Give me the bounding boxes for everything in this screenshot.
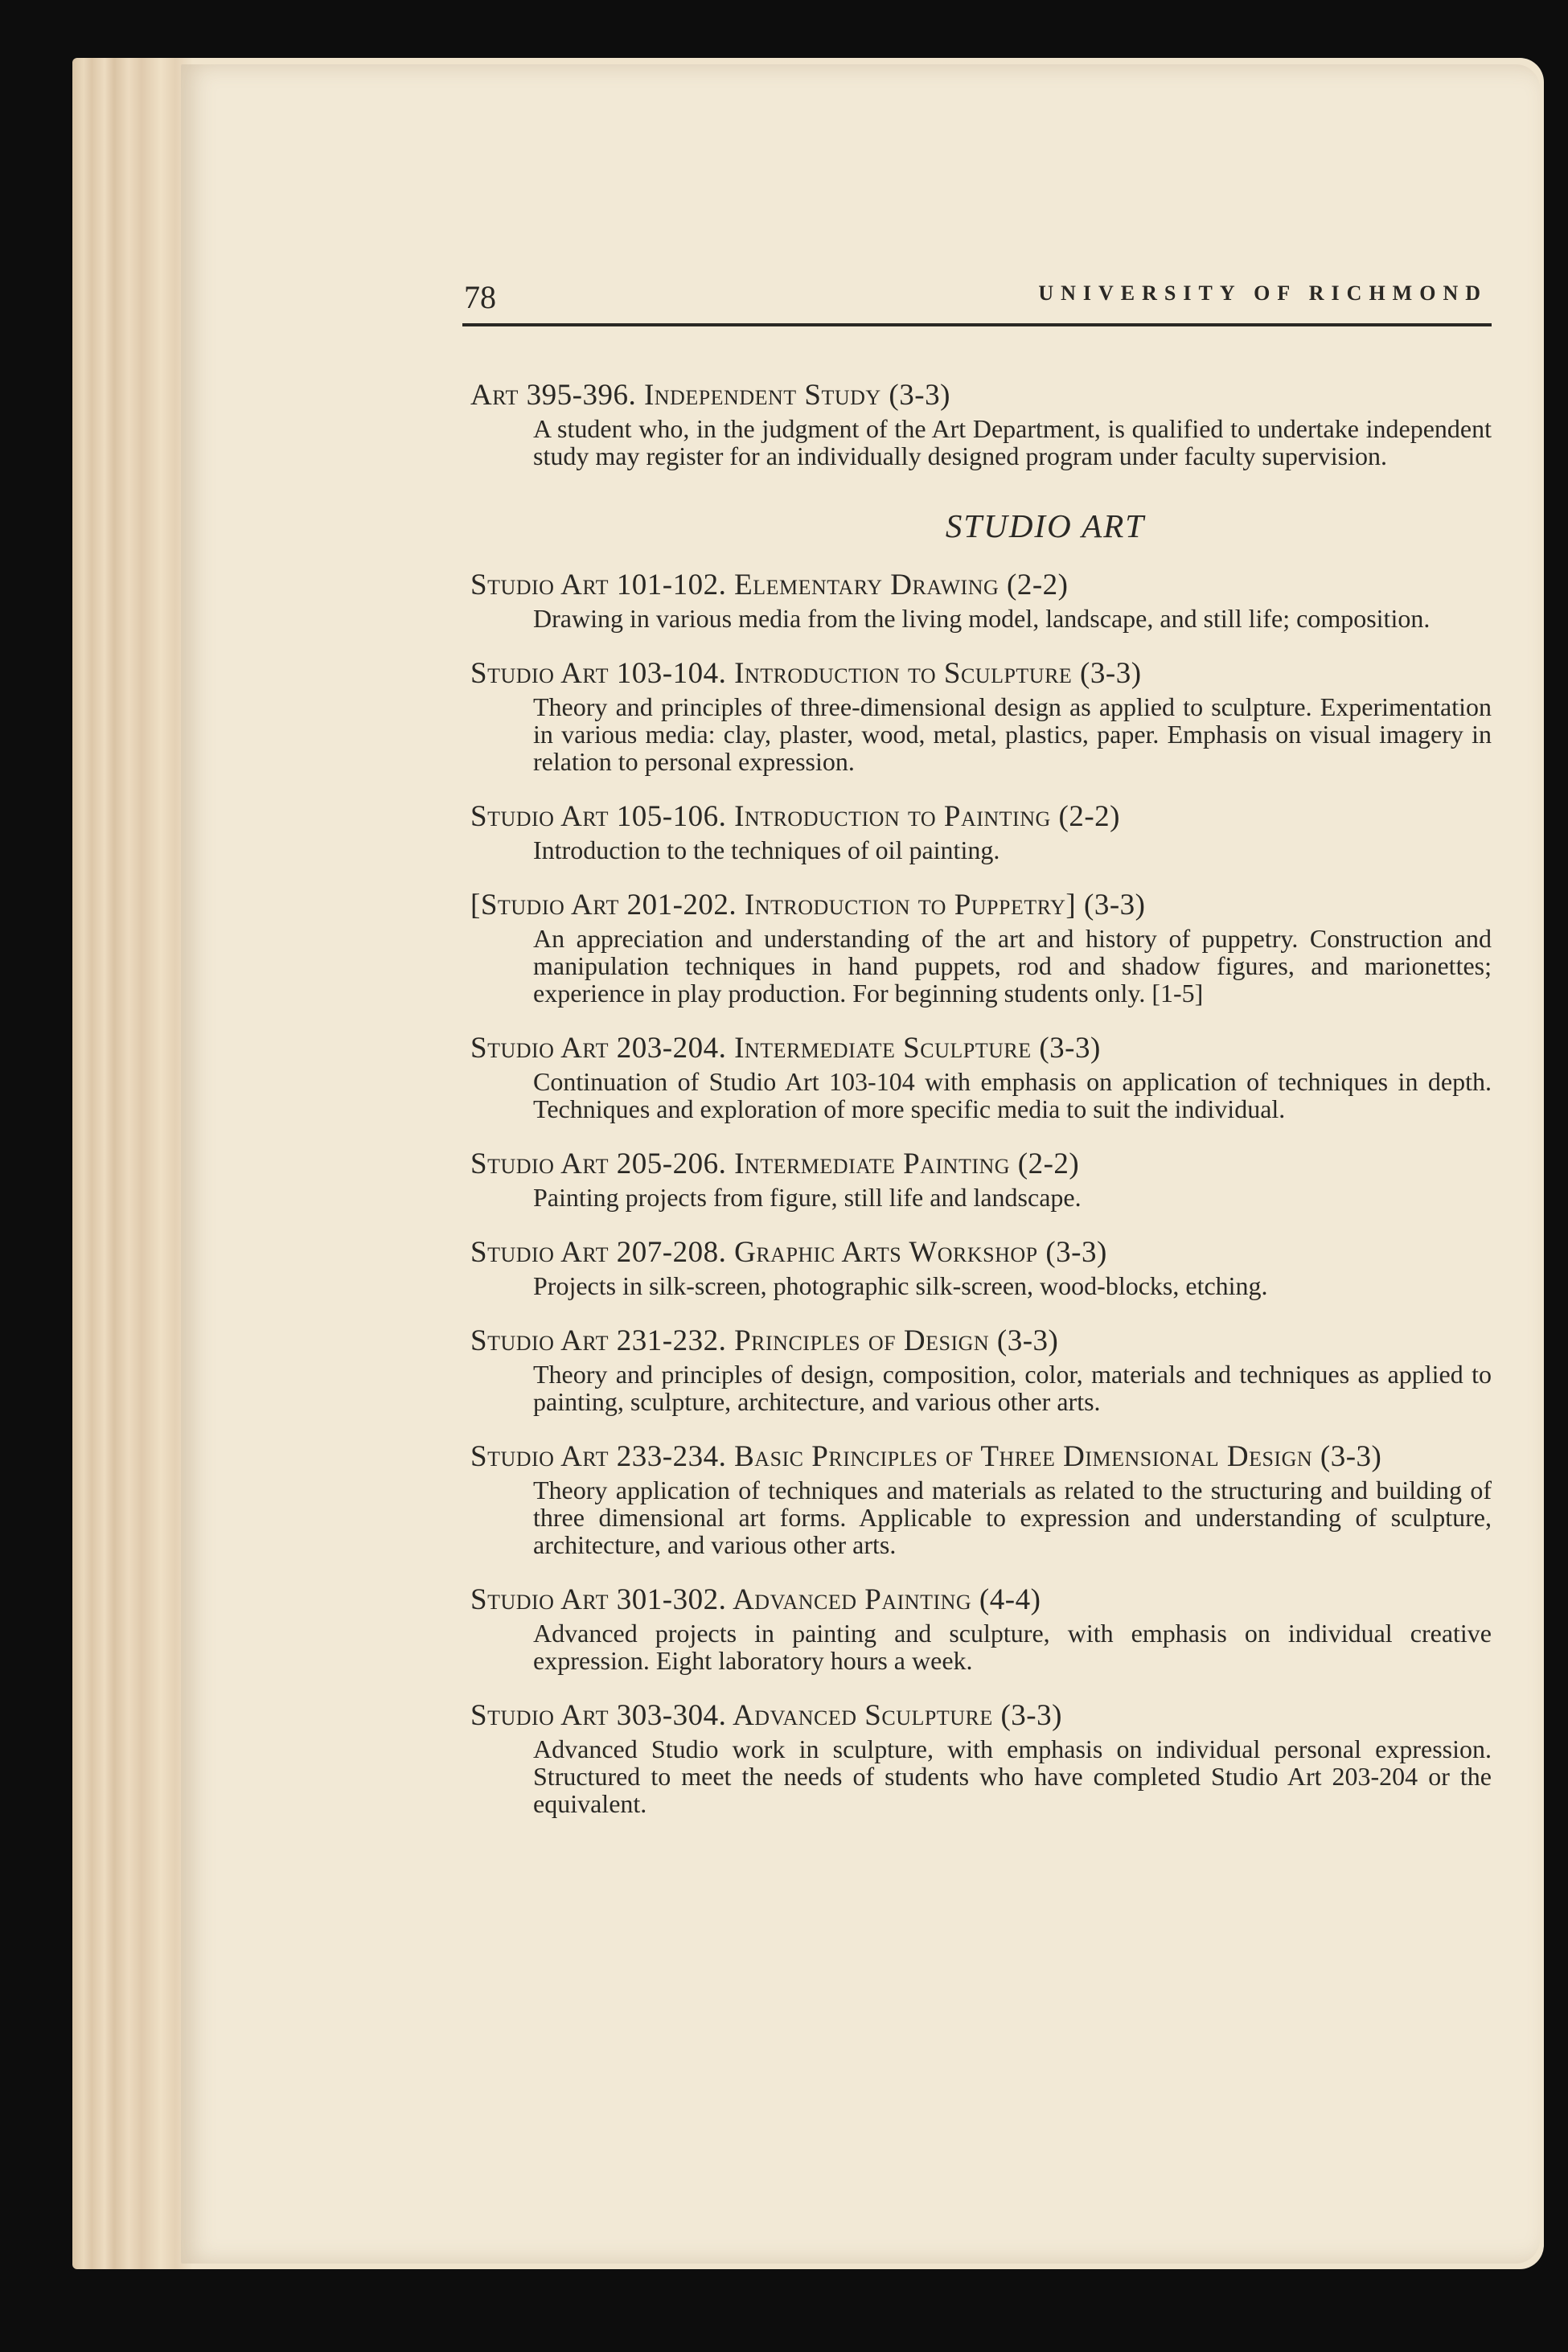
course-title: Art 395-396. Independent Study (3-3) xyxy=(470,379,950,412)
course-description: Theory application of techniques and materials as related to the structuring and building of three dimensional art forms. Applicable to expression and understanding of sculpture, architecture, and various other arts. xyxy=(533,1476,1492,1559)
course-title: Studio Art 203-204. Intermediate Sculpture (3-3) xyxy=(470,1032,1101,1065)
course-entry xyxy=(470,886,1492,1007)
page-content xyxy=(470,376,1492,1840)
course-description: An appreciation and understanding of the art and history of puppetry. Construction and manipulation techniques in hand puppets, rod and shadow figures, and marionettes; experience in play production. For beginning students only. [1-5] xyxy=(533,924,1492,1008)
course-title: Studio Art 101-102. Elementary Drawing (2-2) xyxy=(470,569,1069,601)
course-entry xyxy=(470,1697,1492,1817)
course-title: Studio Art 105-106. Introduction to Painting (2-2) xyxy=(470,800,1120,833)
course-entry xyxy=(470,798,1492,864)
course-entry xyxy=(470,1145,1492,1211)
course-entry xyxy=(470,1438,1492,1558)
course-entry xyxy=(470,1029,1492,1123)
course-title: Studio Art 231-232. Principles of Design (3-3) xyxy=(470,1324,1059,1357)
course-description: Continuation of Studio Art 103-104 with emphasis on application of techniques in depth. Techniques and exploration of more specific media to suit the individual. xyxy=(533,1067,1492,1123)
course-entry xyxy=(470,1233,1492,1299)
page-header xyxy=(462,275,1492,326)
course-description: Painting projects from figure, still life and landscape. xyxy=(533,1183,1082,1212)
course-title: Studio Art 303-304. Advanced Sculpture (3-3) xyxy=(470,1699,1062,1732)
course-entry xyxy=(470,1581,1492,1674)
course-title: Studio Art 205-206. Intermediate Painting (2-2) xyxy=(470,1147,1080,1180)
course-title: Studio Art 301-302. Advanced Painting (4-4) xyxy=(470,1583,1041,1616)
course-description: A student who, in the judgment of the Art Department, is qualified to undertake independent study may register for an individually designed program under faculty supervision. xyxy=(533,414,1492,470)
running-head: UNIVERSITY OF RICHMOND xyxy=(1038,281,1488,305)
course-title: Studio Art 103-104. Introduction to Sculpture (3-3) xyxy=(470,657,1142,690)
page-number: 78 xyxy=(464,279,496,315)
course-description: Introduction to the techniques of oil painting. xyxy=(533,835,1000,864)
course-title: [Studio Art 201-202. Introduction to Puppetry] (3-3) xyxy=(470,889,1146,922)
course-title: Studio Art 207-208. Graphic Arts Workshop (3-3) xyxy=(470,1236,1107,1269)
course-description: Drawing in various media from the living model, landscape, and still life; composition. xyxy=(533,604,1430,633)
course-entry xyxy=(470,655,1492,775)
course-entry xyxy=(470,376,1492,470)
course-description: Advanced projects in painting and sculpture, with emphasis on individual creative expression. Eight laboratory hours a week. xyxy=(533,1619,1492,1675)
course-description: Theory and principles of design, composition, color, materials and techniques as applied to painting, sculpture, architecture, and various other arts. xyxy=(533,1360,1492,1416)
section-heading: STUDIO ART xyxy=(945,507,1146,544)
course-description: Projects in silk-screen, photographic silk-screen, wood-blocks, etching. xyxy=(533,1271,1268,1300)
course-entry xyxy=(470,1322,1492,1415)
course-description: Advanced Studio work in sculpture, with emphasis on individual personal expression. Structured to meet the needs of students who have completed Studio Art 203-204 or the equivalent. xyxy=(533,1734,1492,1818)
course-description: Theory and principles of three-dimensional design as applied to sculpture. Experimentation in various media: clay, plaster, wood, metal, plastics, paper. Emphasis on visual imagery in relation to personal expression. xyxy=(533,692,1492,776)
course-title: Studio Art 233-234. Basic Principles of Three Dimensional Design (3-3) xyxy=(470,1440,1382,1473)
course-entry xyxy=(470,566,1492,632)
